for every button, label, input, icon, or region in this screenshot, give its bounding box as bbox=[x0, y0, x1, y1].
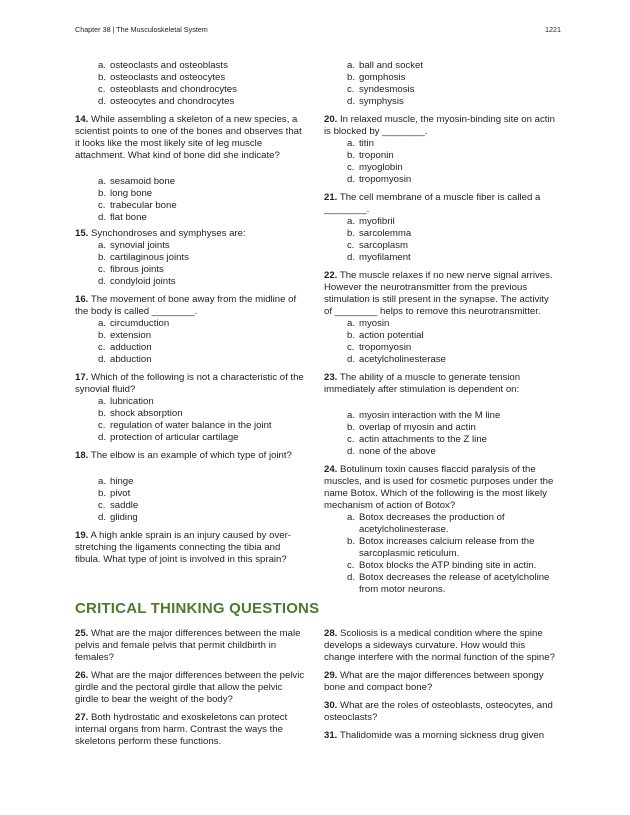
answer-option bbox=[75, 96, 305, 108]
option-letter: d. bbox=[98, 432, 107, 443]
question-27: 27. Both hydrostatic and exoskeletons can protect internal organs from harm. Contrast the ways the skeletons perform these functions. bbox=[75, 712, 288, 747]
question-25: 25. What are the major differences between the male pelvis and female pelvis that permit childbirth in females? bbox=[75, 628, 301, 663]
option-letter: d. bbox=[347, 354, 356, 365]
answer-option bbox=[324, 216, 556, 228]
option-text: sesamoid bone bbox=[110, 176, 176, 187]
option-letter: b. bbox=[347, 330, 356, 341]
option-text: Botox blocks the ATP binding site in actin. bbox=[359, 560, 537, 571]
option-text: osteoblasts and chondrocytes bbox=[110, 84, 237, 95]
q16-options bbox=[75, 318, 305, 366]
option-text: lubrication bbox=[110, 396, 154, 407]
answer-option bbox=[324, 252, 556, 264]
answer-option bbox=[75, 212, 305, 224]
question-21: 21. The cell membrane of a muscle fiber is called a ________. bbox=[324, 192, 541, 215]
option-text: trabecular bone bbox=[110, 200, 177, 211]
q13-options bbox=[75, 60, 305, 108]
answer-option bbox=[75, 72, 305, 84]
answer-option bbox=[75, 408, 305, 420]
answer-option bbox=[75, 200, 305, 212]
question-29: 29. What are the major differences between spongy bone and compact bone? bbox=[324, 670, 544, 693]
option-text: none of the above bbox=[359, 446, 436, 457]
option-letter: c. bbox=[98, 342, 106, 353]
question-23: 23. The ability of a muscle to generate tension immediately after stimulation is dependent on: bbox=[324, 372, 521, 395]
option-letter: d. bbox=[98, 96, 107, 107]
answer-option bbox=[75, 318, 305, 330]
answer-option bbox=[324, 228, 556, 240]
q22-options bbox=[324, 318, 556, 366]
option-letter: b. bbox=[98, 252, 107, 263]
option-letter: c. bbox=[98, 500, 106, 511]
option-text: circumduction bbox=[110, 318, 170, 329]
option-letter: b. bbox=[347, 422, 356, 433]
q18-options bbox=[75, 476, 305, 524]
answer-option bbox=[324, 162, 556, 174]
q17-options bbox=[75, 396, 305, 444]
option-letter: c. bbox=[98, 84, 106, 95]
right-column bbox=[324, 60, 556, 596]
option-text: myosin bbox=[359, 318, 390, 329]
answer-option bbox=[75, 476, 305, 488]
option-text: sarcolemma bbox=[359, 228, 412, 239]
question-31: 31. Thalidomide was a morning sickness drug given bbox=[324, 730, 545, 741]
option-text: osteoclasts and osteoblasts bbox=[110, 60, 228, 71]
answer-option bbox=[324, 572, 556, 596]
option-letter: b. bbox=[347, 228, 356, 239]
option-text: synovial joints bbox=[110, 240, 170, 251]
option-letter: b. bbox=[347, 72, 356, 83]
option-letter: a. bbox=[98, 396, 107, 407]
option-letter: c. bbox=[98, 420, 106, 431]
critical-right-column bbox=[324, 628, 556, 742]
answer-option bbox=[75, 84, 305, 96]
answer-option bbox=[75, 60, 305, 72]
option-text: sarcoplasm bbox=[359, 240, 409, 251]
option-letter: c. bbox=[347, 84, 355, 95]
option-letter: c. bbox=[347, 342, 355, 353]
question-20: 20. In relaxed muscle, the myosin-binding site on actin is blocked by ________. bbox=[324, 114, 555, 137]
option-text: actin attachments to the Z line bbox=[359, 434, 487, 445]
option-text: adduction bbox=[110, 342, 152, 353]
answer-option bbox=[75, 188, 305, 200]
question-24: 24. Botulinum toxin causes flaccid paralysis of the muscles, and is used for cosmetic purposes under the name Botox. Which of the following is the most likely mechanism of action of Botox? bbox=[324, 464, 554, 511]
answer-option bbox=[75, 342, 305, 354]
answer-option bbox=[324, 342, 556, 354]
question-19: 19. A high ankle sprain is an injury caused by over-stretching the ligaments connecting the tibia and fibula. What type of joint is involved in this sprain? bbox=[75, 530, 291, 565]
option-letter: d. bbox=[347, 446, 356, 457]
option-letter: a. bbox=[347, 512, 356, 523]
option-letter: a. bbox=[98, 240, 107, 251]
option-letter: d. bbox=[347, 252, 356, 263]
q19-options bbox=[324, 60, 556, 108]
answer-option bbox=[324, 318, 556, 330]
option-text: myosin interaction with the M line bbox=[359, 410, 501, 421]
critical-thinking-title: CRITICAL THINKING QUESTIONS bbox=[75, 600, 320, 617]
critical-left-column bbox=[75, 628, 305, 748]
option-letter: b. bbox=[98, 408, 107, 419]
question-26: 26. What are the major differences between the pelvic girdle and the pectoral girdle that allow the pelvic girdle to bear the weight of the body? bbox=[75, 670, 305, 705]
answer-option bbox=[75, 264, 305, 276]
answer-option bbox=[75, 488, 305, 500]
option-text: myofilament bbox=[359, 252, 411, 263]
answer-option bbox=[75, 240, 305, 252]
option-text: fibrous joints bbox=[110, 264, 164, 275]
option-letter: d. bbox=[347, 572, 356, 583]
option-letter: d. bbox=[347, 174, 356, 185]
option-letter: c. bbox=[98, 264, 106, 275]
answer-option bbox=[75, 500, 305, 512]
option-letter: a. bbox=[347, 216, 356, 227]
question-15: 15. Synchondroses and symphyses are: bbox=[75, 228, 246, 239]
option-text: action potential bbox=[359, 330, 424, 341]
option-letter: b. bbox=[98, 72, 107, 83]
option-text: long bone bbox=[110, 188, 153, 199]
option-text: myoglobin bbox=[359, 162, 403, 173]
option-text: Botox decreases the production of acetylcholinesterase. bbox=[359, 512, 505, 535]
answer-option bbox=[324, 422, 556, 434]
option-text: myofibril bbox=[359, 216, 395, 227]
option-letter: a. bbox=[347, 318, 356, 329]
option-letter: d. bbox=[347, 96, 356, 107]
option-letter: a. bbox=[98, 318, 107, 329]
answer-option bbox=[75, 276, 305, 288]
q24-options bbox=[324, 512, 556, 596]
option-text: shock absorption bbox=[110, 408, 183, 419]
question-14: 14. While assembling a skeleton of a new species, a scientist points to one of the bones and observes that it looks like the most likely site of leg muscle attachment. What kind of bone did she indicate? bbox=[75, 114, 302, 161]
q23-options bbox=[324, 410, 556, 458]
answer-option bbox=[324, 446, 556, 458]
q15-options bbox=[75, 240, 305, 288]
option-letter: c. bbox=[347, 434, 355, 445]
page-number: 1221 bbox=[545, 25, 561, 34]
option-letter: b. bbox=[98, 330, 107, 341]
answer-option bbox=[324, 330, 556, 342]
option-letter: a. bbox=[347, 138, 356, 149]
option-text: Botox decreases the release of acetylcholine from motor neurons. bbox=[359, 572, 550, 595]
left-column bbox=[75, 60, 305, 566]
answer-option bbox=[75, 252, 305, 264]
answer-option bbox=[324, 354, 556, 366]
option-text: pivot bbox=[110, 488, 131, 499]
answer-option bbox=[324, 84, 556, 96]
option-text: hinge bbox=[110, 476, 134, 487]
option-text: gliding bbox=[110, 512, 138, 523]
option-letter: d. bbox=[98, 276, 107, 287]
option-text: tropomyosin bbox=[359, 174, 412, 185]
answer-option bbox=[75, 330, 305, 342]
option-letter: b. bbox=[347, 536, 356, 547]
answer-option bbox=[324, 560, 556, 572]
question-17: 17. Which of the following is not a characteristic of the synovial fluid? bbox=[75, 372, 304, 395]
option-text: osteocytes and chondrocytes bbox=[110, 96, 235, 107]
answer-option bbox=[75, 432, 305, 444]
option-text: tropomyosin bbox=[359, 342, 412, 353]
answer-option bbox=[75, 396, 305, 408]
option-letter: c. bbox=[347, 560, 355, 571]
answer-option bbox=[75, 354, 305, 366]
answer-option bbox=[324, 536, 556, 560]
answer-option bbox=[75, 512, 305, 524]
option-letter: c. bbox=[347, 162, 355, 173]
q14-options bbox=[75, 176, 305, 224]
option-text: overlap of myosin and actin bbox=[359, 422, 476, 433]
option-letter: b. bbox=[347, 150, 356, 161]
option-letter: c. bbox=[347, 240, 355, 251]
option-text: protection of articular cartilage bbox=[110, 432, 239, 443]
option-letter: b. bbox=[98, 488, 107, 499]
option-text: cartilaginous joints bbox=[110, 252, 189, 263]
answer-option bbox=[324, 96, 556, 108]
option-text: ball and socket bbox=[359, 60, 423, 71]
option-text: troponin bbox=[359, 150, 394, 161]
answer-option bbox=[324, 434, 556, 446]
option-letter: c. bbox=[98, 200, 106, 211]
q21-options bbox=[324, 216, 556, 264]
answer-option bbox=[75, 176, 305, 188]
question-30: 30. What are the roles of osteoblasts, osteocytes, and osteoclasts? bbox=[324, 700, 553, 723]
option-text: condyloid joints bbox=[110, 276, 176, 287]
option-letter: a. bbox=[98, 60, 107, 71]
question-28: 28. Scoliosis is a medical condition where the spine develops a sideways curvature. How would this change interfere with the normal function of the spine? bbox=[324, 628, 555, 663]
option-text: symphysis bbox=[359, 96, 404, 107]
answer-option bbox=[324, 150, 556, 162]
option-text: extension bbox=[110, 330, 152, 341]
answer-option bbox=[324, 72, 556, 84]
option-text: osteoclasts and osteocytes bbox=[110, 72, 226, 83]
answer-option bbox=[324, 240, 556, 252]
answer-option bbox=[324, 138, 556, 150]
answer-option bbox=[324, 60, 556, 72]
option-text: acetylcholinesterase bbox=[359, 354, 446, 365]
option-text: saddle bbox=[110, 500, 139, 511]
option-text: abduction bbox=[110, 354, 152, 365]
option-text: flat bone bbox=[110, 212, 147, 223]
option-text: syndesmosis bbox=[359, 84, 415, 95]
answer-option bbox=[75, 420, 305, 432]
answer-option bbox=[324, 512, 556, 536]
option-letter: a. bbox=[98, 476, 107, 487]
answer-option bbox=[324, 410, 556, 422]
option-text: titin bbox=[359, 138, 374, 149]
option-letter: d. bbox=[98, 512, 107, 523]
option-text: Botox increases calcium release from the sarcoplasmic reticulum. bbox=[359, 536, 535, 559]
option-letter: a. bbox=[347, 60, 356, 71]
question-16: 16. The movement of bone away from the midline of the body is called ________. bbox=[75, 294, 297, 317]
option-letter: d. bbox=[98, 354, 107, 365]
option-text: regulation of water balance in the joint bbox=[110, 420, 272, 431]
question-18: 18. The elbow is an example of which type of joint? bbox=[75, 450, 292, 461]
answer-option bbox=[324, 174, 556, 186]
question-22: 22. The muscle relaxes if no new nerve signal arrives. However the neurotransmitter from the previous stimulation is still present in the synapse. The activity of ________ helps to remove this neurotransmitter. bbox=[324, 270, 553, 317]
q20-options bbox=[324, 138, 556, 186]
option-letter: d. bbox=[98, 212, 107, 223]
running-header: Chapter 38 | The Musculoskeletal System bbox=[75, 25, 208, 34]
option-letter: a. bbox=[347, 410, 356, 421]
option-text: gomphosis bbox=[359, 72, 406, 83]
option-letter: b. bbox=[98, 188, 107, 199]
option-letter: a. bbox=[98, 176, 107, 187]
